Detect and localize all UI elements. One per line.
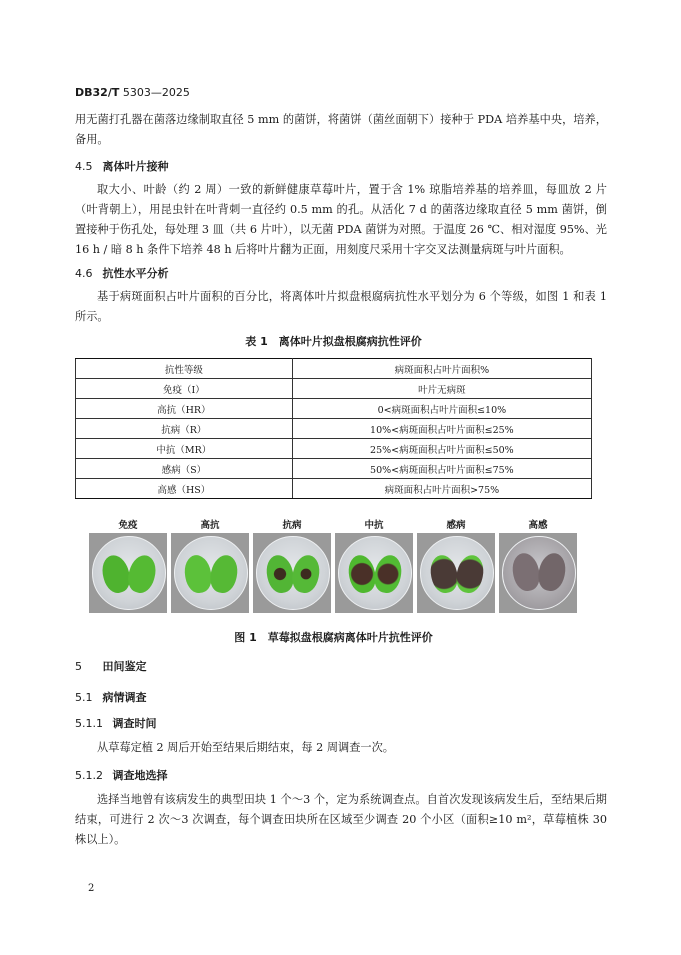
grade-cell: 免疫（I） <box>76 379 293 399</box>
section-5-1-1-heading <box>75 715 157 731</box>
standard-prefix: DB32/T <box>75 86 120 99</box>
section-title: 调查时间 <box>112 717 157 730</box>
table-header-row <box>76 359 592 379</box>
ratio-cell: 病斑面积占叶片面积>75% <box>292 479 591 499</box>
section-number: 5.1.1 <box>75 717 103 730</box>
ratio-cell: 50%<病斑面积占叶片面积≤75% <box>292 459 591 479</box>
table-header-cell: 病斑面积占叶片面积% <box>292 359 591 379</box>
grade-cell: 高抗（HR） <box>76 399 293 419</box>
section-5-1-heading <box>75 689 147 705</box>
grade-cell: 高感（HS） <box>76 479 293 499</box>
grade-cell: 中抗（MR） <box>76 439 293 459</box>
table-row <box>76 379 592 399</box>
plate-photo-susceptible <box>417 533 495 613</box>
plate-label-moderate-resistant: 中抗 <box>364 520 384 531</box>
table-1-caption: 表 1 离体叶片拟盘根腐病抗性评价 <box>245 335 422 348</box>
section-title: 田间鉴定 <box>102 660 147 673</box>
grade-cell: 抗病（R） <box>76 419 293 439</box>
table-row <box>76 399 592 419</box>
section-number: 5.1 <box>75 691 93 704</box>
table-row <box>76 439 592 459</box>
section-4-6-body: 基于病斑面积占叶片面积的百分比，将离体叶片拟盘根腐病抗性水平划分为 6 个等级，如图 1 和表 1 所示。 <box>75 290 607 323</box>
section-title: 调查地选择 <box>112 769 168 782</box>
section-5-1-2-heading <box>75 767 168 783</box>
page-number: 2 <box>88 883 95 894</box>
table-header-cell: 抗性等级 <box>76 359 293 379</box>
section-title: 抗性水平分析 <box>102 267 169 280</box>
plate-photo-high-susceptible <box>499 533 577 613</box>
section-4-5-heading <box>75 158 169 174</box>
plate-photo-resistant <box>253 533 331 613</box>
section-number: 5.1.2 <box>75 769 103 782</box>
plate-photo-immune <box>89 533 167 613</box>
ratio-cell: 10%<病斑面积占叶片面积≤25% <box>292 419 591 439</box>
plate-photo-moderate-resistant <box>335 533 413 613</box>
plate-label-high-susceptible: 高感 <box>528 520 548 531</box>
figure-1-caption: 图 1 草莓拟盘根腐病离体叶片抗性评价 <box>234 631 433 644</box>
grade-cell: 感病（S） <box>76 459 293 479</box>
section-4-6-heading <box>75 265 169 281</box>
table-row <box>76 479 592 499</box>
standard-number: 5303—2025 <box>122 86 190 99</box>
plate-label-high-resistant: 高抗 <box>200 520 220 531</box>
ratio-cell: 叶片无病斑 <box>292 379 591 399</box>
document-header <box>75 86 190 99</box>
table-row <box>76 459 592 479</box>
section-number: 4.6 <box>75 267 93 280</box>
section-title: 离体叶片接种 <box>102 160 169 173</box>
plate-label-immune: 免疫 <box>118 520 138 531</box>
ratio-cell: 0<病斑面积占叶片面积≤10% <box>292 399 591 419</box>
section-5-1-1-body: 从草莓定植 2 周后开始至结果后期结束，每 2 周调查一次。 <box>97 741 394 754</box>
resistance-table <box>75 358 592 499</box>
plate-label-resistant: 抗病 <box>282 520 302 531</box>
table-row <box>76 419 592 439</box>
section-4-5-body: 取大小、叶龄（约 2 周）一致的新鲜健康草莓叶片，置于含 1% 琼脂培养基的培养皿，每皿放 2 片（叶背朝上），用昆虫针在叶背刺一直径约 0.5 mm 的孔。从活化 7 d 的菌落边缘取直径 5 mm 菌饼，倒置接种于伤孔处，每处理 3 皿（共 6 片叶），以无菌 PDA 菌饼为对照。于温度 26 ℃、相对湿度 95%、光 16 h / 暗 8 h 条件下培养 48 h 后将叶片翻为正面，用刻度尺采用十字交叉法测量病斑与叶片面积。 <box>75 183 607 256</box>
plate-label-susceptible: 感病 <box>446 520 466 531</box>
plate-photo-high-resistant <box>171 533 249 613</box>
section-title: 病情调查 <box>102 691 147 704</box>
ratio-cell: 25%<病斑面积占叶片面积≤50% <box>292 439 591 459</box>
intro-paragraph: 用无菌打孔器在菌落边缘制取直径 5 mm 的菌饼，将菌饼（菌丝面朝下）接种于 PDA 培养基中央，培养，备用。 <box>75 113 607 146</box>
section-number: 5 <box>75 660 82 673</box>
section-number: 4.5 <box>75 160 93 173</box>
section-5-heading <box>75 658 147 674</box>
section-5-1-2-body: 选择当地曾有该病发生的典型田块 1 个～3 个，定为系统调查点。自首次发现该病发生后，至结果后期结束，可进行 2 次～3 次调查，每个调查田块所在区域至少调查 20 个小区（面积≥10 m²，草莓植株 30 株以上）。 <box>75 793 607 846</box>
